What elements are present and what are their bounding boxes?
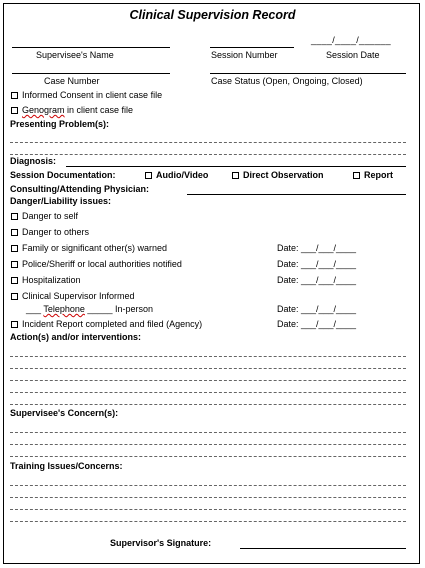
training-line-1[interactable] <box>10 485 406 486</box>
concerns-label: Supervisee's Concern(s): <box>10 408 119 418</box>
incident-report-date[interactable]: Date: ___/___/____ <box>277 319 357 329</box>
session-documentation-row <box>10 170 116 180</box>
training-line-4[interactable] <box>10 521 406 522</box>
session-date-label: Session Date <box>326 50 380 60</box>
police-notified-date[interactable]: Date: ___/___/____ <box>277 259 357 269</box>
supervisee-name-label: Supervisee's Name <box>36 50 114 60</box>
family-warned-date[interactable]: Date: ___/___/____ <box>277 243 357 253</box>
session-documentation-label: Session Documentation: <box>10 170 116 180</box>
audio-video-option[interactable]: Audio/Video <box>145 170 208 180</box>
supervisor-informed-date[interactable]: Date: ___/___/____ <box>277 304 357 314</box>
session-number-label: Session Number <box>211 50 278 60</box>
session-number-line[interactable] <box>210 47 294 48</box>
hospitalization-date[interactable]: Date: ___/___/____ <box>277 275 357 285</box>
family-warned-item[interactable]: Family or significant other(s) warned <box>11 243 167 253</box>
direct-observation-checkbox[interactable] <box>232 172 239 179</box>
case-number-label: Case Number <box>44 76 100 86</box>
incident-report-item[interactable]: Incident Report completed and filed (Agency) <box>11 319 202 329</box>
contact-method-row[interactable]: ___ Telephone _____ In-person <box>26 304 153 314</box>
police-notified-item[interactable]: Police/Sheriff or local authorities notified <box>11 259 182 269</box>
family-warned-checkbox[interactable] <box>11 245 18 252</box>
hospitalization-item[interactable]: Hospitalization <box>11 275 81 285</box>
danger-self-item[interactable]: Danger to self <box>11 211 78 221</box>
case-number-line[interactable] <box>12 73 170 74</box>
training-line-3[interactable] <box>10 509 406 510</box>
diagnosis-line[interactable] <box>66 166 406 167</box>
supervisor-informed-item[interactable]: Clinical Supervisor Informed <box>11 291 135 301</box>
direct-observation-option[interactable]: Direct Observation <box>232 170 324 180</box>
telephone-option[interactable]: Telephone <box>43 304 85 314</box>
audio-video-checkbox[interactable] <box>145 172 152 179</box>
actions-label: Action(s) and/or interventions: <box>10 332 142 342</box>
report-option[interactable]: Report <box>353 170 393 180</box>
supervision-form <box>3 3 420 564</box>
form-title: Clinical Supervision Record <box>129 8 296 22</box>
informed-consent-item[interactable]: Informed Consent in client case file <box>11 90 162 100</box>
informed-consent-checkbox[interactable] <box>11 92 18 99</box>
consulting-physician-label: Consulting/Attending Physician: <box>10 184 149 194</box>
session-date-field[interactable]: ____/____/______ <box>311 35 391 45</box>
actions-line-1[interactable] <box>10 356 406 357</box>
concerns-line-1[interactable] <box>10 432 406 433</box>
genogram-checkbox[interactable] <box>11 107 18 114</box>
actions-line-2[interactable] <box>10 368 406 369</box>
concerns-line-2[interactable] <box>10 444 406 445</box>
training-line-2[interactable] <box>10 497 406 498</box>
genogram-item[interactable]: Genogram in client case file <box>11 105 133 115</box>
presenting-problems-line-2[interactable] <box>10 154 406 155</box>
danger-liability-label: Danger/Liability issues: <box>10 196 112 206</box>
incident-report-checkbox[interactable] <box>11 321 18 328</box>
presenting-problems-line-1[interactable] <box>10 142 406 143</box>
signature-line[interactable] <box>240 548 406 549</box>
case-status-label: Case Status (Open, Ongoing, Closed) <box>211 76 363 86</box>
report-checkbox[interactable] <box>353 172 360 179</box>
hospitalization-checkbox[interactable] <box>11 277 18 284</box>
supervisor-informed-checkbox[interactable] <box>11 293 18 300</box>
diagnosis-label: Diagnosis: <box>10 156 57 166</box>
actions-line-3[interactable] <box>10 380 406 381</box>
consulting-physician-line[interactable] <box>187 194 406 195</box>
danger-others-checkbox[interactable] <box>11 229 18 236</box>
concerns-line-3[interactable] <box>10 456 406 457</box>
training-label: Training Issues/Concerns: <box>10 461 123 471</box>
case-status-line[interactable] <box>210 73 406 74</box>
supervisee-name-line[interactable] <box>12 47 170 48</box>
inperson-option[interactable]: _____ In-person <box>87 304 153 314</box>
danger-others-item[interactable]: Danger to others <box>11 227 89 237</box>
police-notified-checkbox[interactable] <box>11 261 18 268</box>
signature-label: Supervisor's Signature: <box>110 538 212 548</box>
presenting-problems-label: Presenting Problem(s): <box>10 119 110 129</box>
actions-line-5[interactable] <box>10 404 406 405</box>
actions-line-4[interactable] <box>10 392 406 393</box>
danger-self-checkbox[interactable] <box>11 213 18 220</box>
